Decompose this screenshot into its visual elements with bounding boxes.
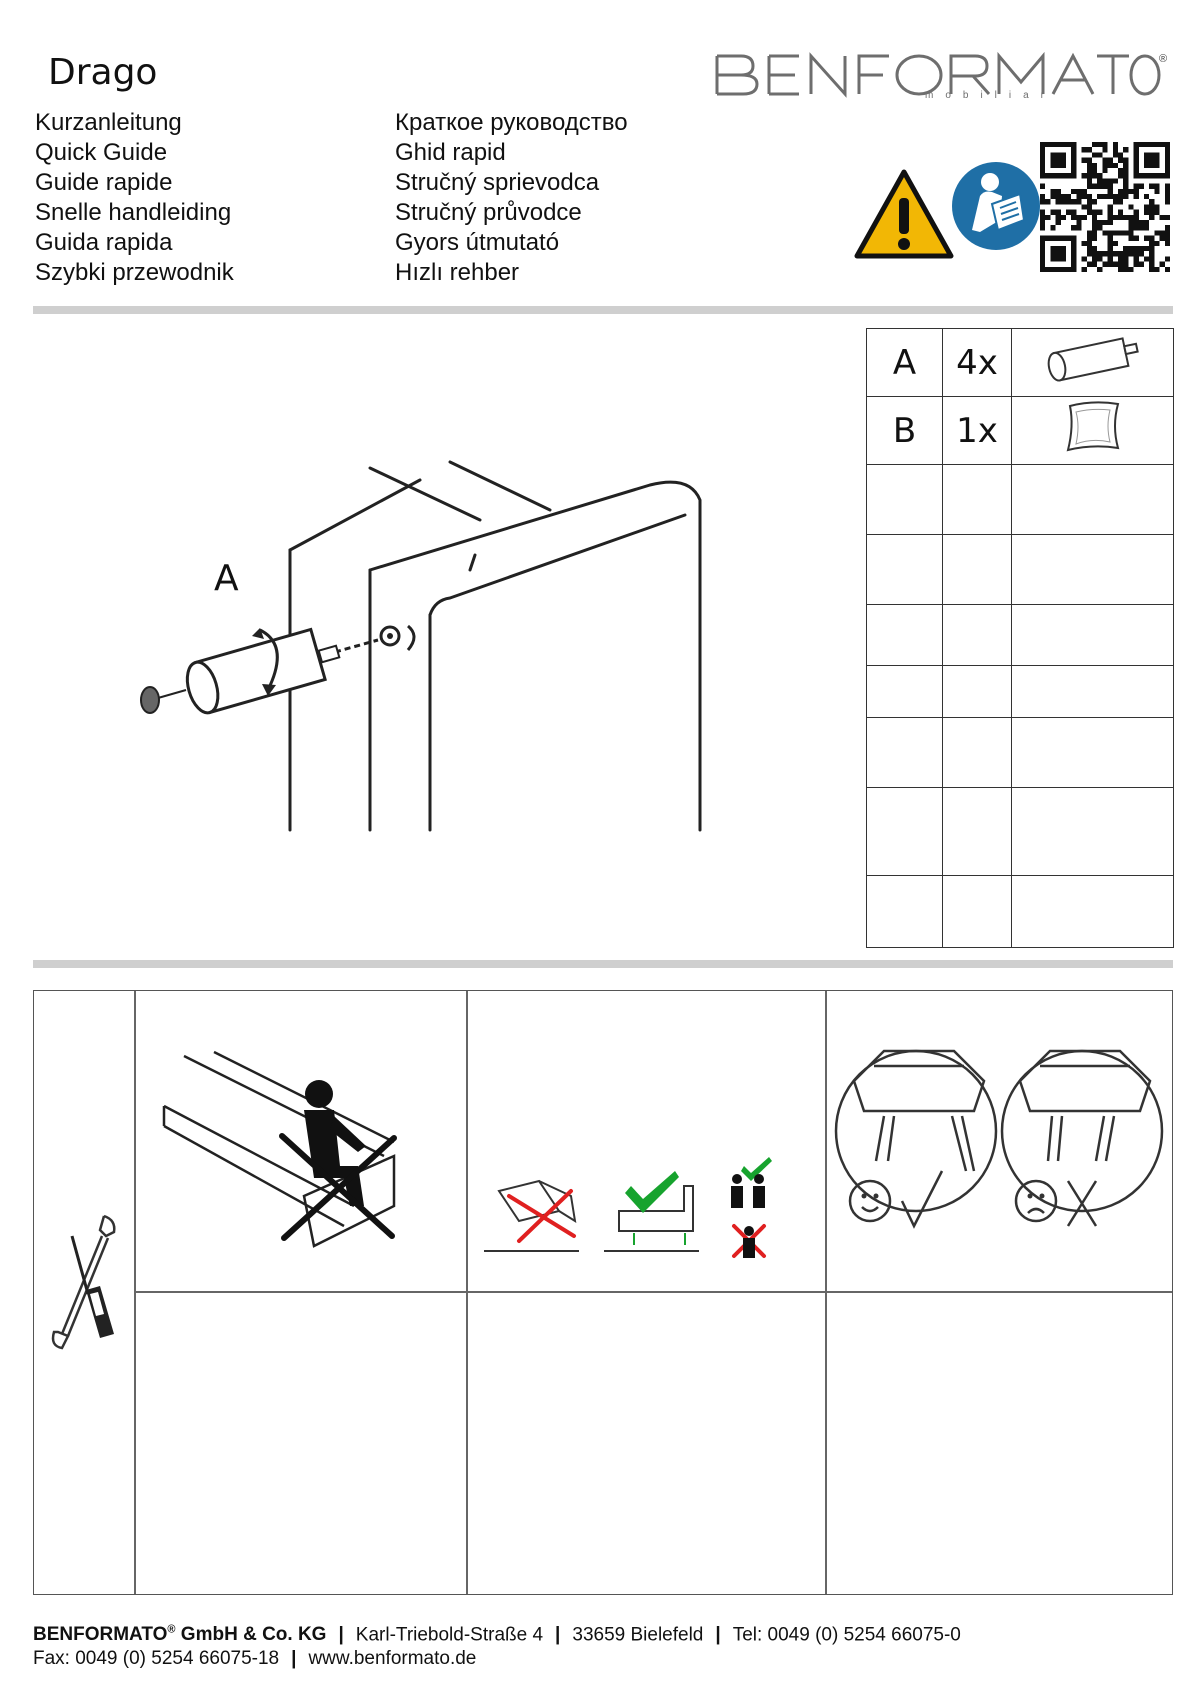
guide-label: Szybki przewodnik [35, 259, 234, 286]
part-image [1012, 329, 1174, 397]
part-id: A [867, 329, 943, 397]
no-sitting-on-armrest-icon [144, 1046, 454, 1256]
tools-icon [44, 1206, 124, 1356]
section-divider [33, 960, 1173, 968]
footer-tel: Tel: 0049 (0) 5254 66075-0 [732, 1624, 961, 1646]
guide-label: Guida rapida [35, 229, 173, 256]
part-qty: 1x [943, 397, 1012, 465]
guide-list-right [395, 108, 628, 288]
section-divider [33, 306, 1173, 314]
footer-fax: Fax: 0049 (0) 5254 66075-18 [33, 1648, 280, 1670]
footer-line-2: Fax: 0049 (0) 5254 66075-18 | www.benformato.de [33, 1648, 477, 1670]
leg-icon [1038, 333, 1148, 383]
product-title: Drago [48, 52, 158, 93]
footer-company: BENFORMATO® GmbH & Co. KG [33, 1624, 327, 1646]
parts-table [866, 328, 1174, 948]
instruction-grid [33, 990, 1173, 1595]
parts-row [867, 329, 1174, 397]
leg-mounting-check-icon [834, 1021, 1164, 1261]
pillow-icon [1058, 398, 1128, 454]
guide-label: Guide rapide [35, 169, 173, 196]
guide-label: Stručný průvodce [395, 199, 582, 226]
warning-triangle-icon [853, 168, 955, 260]
part-id: B [867, 397, 943, 465]
part-qty: 4x [943, 329, 1012, 397]
brand-logo [715, 50, 1168, 101]
guide-label: Quick Guide [35, 139, 168, 166]
svg-text:mobiliar: mobiliar [925, 90, 1057, 101]
footer-city: 33659 Bielefeld [572, 1624, 704, 1646]
svg-text:®: ® [1159, 53, 1168, 65]
footer-line-1: BENFORMATO® GmbH & Co. KG | Karl-Triebold-Straße 4 | 33659 Bielefeld | Tel: 0049 (0) 5254 66075-0 [33, 1624, 961, 1646]
guide-label: Stručný sprievodca [395, 169, 600, 196]
guide-label: Ghid rapid [395, 139, 506, 166]
footer-address: Karl-Triebold-Straße 4 [355, 1624, 544, 1646]
part-label-a: A [214, 558, 239, 599]
guide-label: Gyors útmutató [395, 229, 560, 256]
footer [33, 1618, 961, 1671]
guide-list-left [35, 108, 234, 288]
qr-code-icon [1040, 142, 1170, 272]
guide-label: Hızlı rehber [395, 259, 520, 286]
part-image [1012, 397, 1174, 465]
guide-label: Краткое руководство [395, 109, 628, 136]
read-manual-icon [950, 160, 1042, 252]
guide-label: Snelle handleiding [35, 199, 232, 226]
lift-with-two-persons-icon [479, 1141, 814, 1266]
guide-label: Kurzanleitung [35, 109, 182, 136]
parts-row [867, 397, 1174, 465]
assembly-illustration [130, 440, 770, 830]
footer-website-link[interactable]: www.benformato.de [308, 1648, 477, 1670]
